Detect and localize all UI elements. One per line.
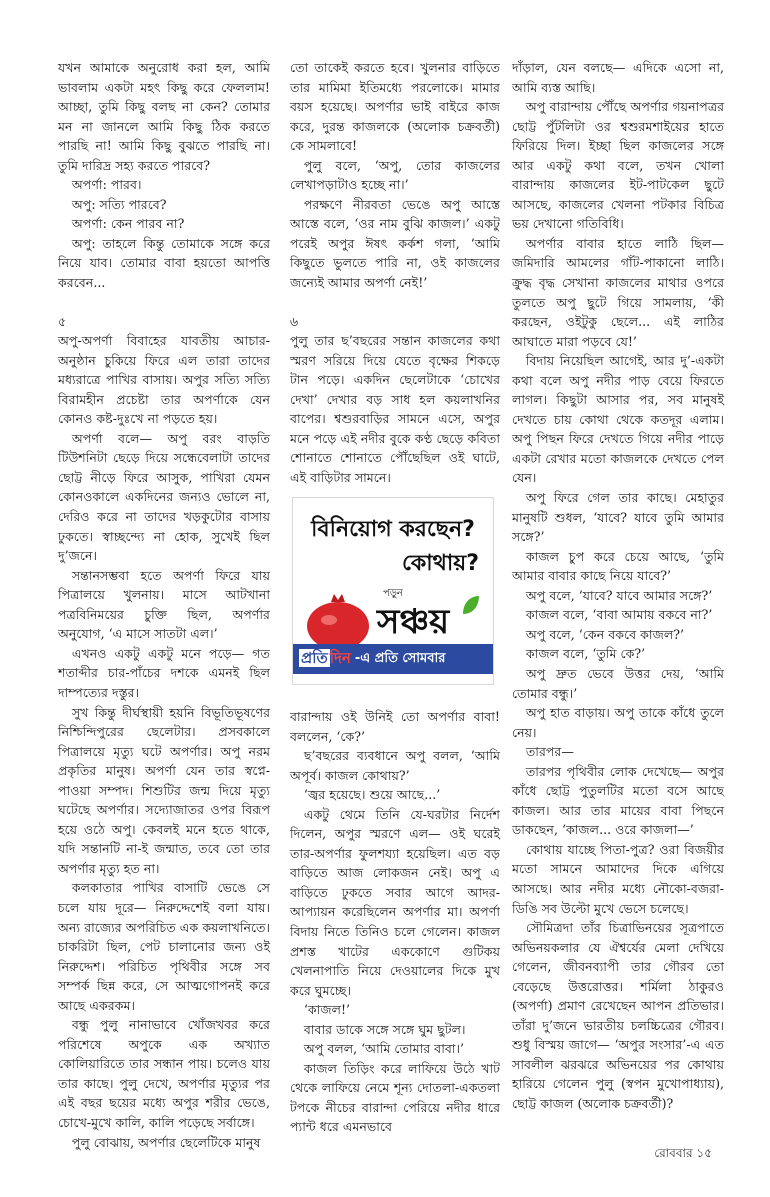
section-number: ৫ [58, 313, 67, 329]
newspaper-logo: প্রতি দিন [301, 648, 351, 667]
paragraph: বারান্দায় ওই উনিই তো অপর্ণার বাবা! বললেন, ‘কে?’ [290, 709, 500, 744]
paragraph: এখনও একটু একটু মনে পড়ে— গত শতাব্দীর চার-পাঁচের দশকে এমনই ছিল দাম্পত্যের দস্তুর। [58, 645, 270, 700]
paragraph: অপু বারান্দায় পৌঁছে অপর্ণার গয়নাপত্রর ছোট্ট পুঁটলিটা ওর শ্বশুরমশাইয়ের হাতে ফিরিয়ে দিল। ইচ্ছা ছিল কাজলের সঙ্গে আর একটু কথা বলে, তখন খোলা বারান্দায় কাজলের ইট-পাটকেল ছুটে আসছে, কাজলের খেলনা পটকার বিচিত্র ভয় দেখানো গতিবিধি। [512, 99, 724, 232]
paragraph: অপর্ণার বাবার হাতে লাঠি ছিল— জমিদারি আমলের গাঁট-পাকানো লাঠি। ক্রুদ্ধ বৃদ্ধ সেখানা কাজলের মাথার ওপরে তুলতে অপু ছুটে গিয়ে সামলায়, ‘কী করছেন, ওইটুকু ছেলে... এই লাঠির আঘাতে মারা পড়বে যে!’ [512, 235, 724, 349]
paragraph: ‘জ্বর হয়েছে। শুয়ে আছে...’ [303, 787, 441, 803]
paragraph: অপর্ণা: পারব। [71, 177, 142, 193]
section-number: ৬ [290, 313, 299, 329]
column-2-lower [290, 707, 500, 1137]
paragraph: তারপর পৃথিবীর লোক দেখেছে— অপুর কাঁধে ছোট্ট পুতুলটির মতো বসে আছে কাজল। আর তার মায়ের বাবা পিছনে ডাকছেন, ‘কাজল... ওরে কাজলা—’ [512, 763, 724, 838]
paragraph: কাজল তিড়িং করে লাফিয়ে উঠে খাট থেকে লাফিয়ে নেমে শূন্য দোতলা-একতলা টপকে নীচের বারান্দা পেরিয়ে নদীর ধারে প্যান্ট ধরে এমনভাবে [290, 1060, 500, 1135]
paragraph: তো তাকেই করতে হবে। খুলনার বাড়িতে তার মামিমা ইতিমধ্যে পরলোকে। মামার বয়স হয়েছে। অপর্ণার ভাই বাইরে কাজ করে, দুরন্ত কাজলকে (অলোক চক্রবর্তী) কে সামলাবে! [290, 60, 500, 154]
ad-read-label: পড়ুন [383, 588, 403, 599]
paragraph: পুলু বোঝায়, অপর্ণার ছেলেটিকে মানুষ [71, 1134, 261, 1150]
paragraph: অপু: তাহলে কিন্তু তোমাকে সঙ্গে করে নিয়ে যাব। তোমার বাবা হয়তো আপত্তি করবেন... [58, 235, 270, 291]
paragraph: সন্তানসম্ভবা হতে অপর্ণা ফিরে যায় পিত্রালয়ে খুলনায়। মাসে আটখানা পত্রবিনিময়ের চুক্তি ছিল, অপর্ণার অনুযোগ, ‘এ মাসে সাতটা এল।’ [58, 567, 270, 642]
paragraph: অপর্ণা বলে— অপু বরং বাড়তি টিউশনিটা ছেড়ে দিয়ে সন্ধেবেলাটা তাদের ছোট্ট নীড়ে ফিরে আসুক, পাখিরা যেমন কোনওকালে একদিনের জন্যও ভোলে না, দেরিও করে না তাদের খড়কুটোর বাসায় ঢুকতে। স্বাচ্ছন্দ্যে না হোক, সুখেই ছিল দু’জনে। [58, 430, 270, 564]
paragraph: পরক্ষণে নীরবতা ভেঙে অপু আস্তে আস্তে বলে, ‘ওর নাম বুঝি কাজল।’ একটু পরেই অপুর ঈষৎ কর্কশ গলা, ‘আমি কিছুতে ভুলতে পারি না, ওই কাজলের জন্যেই আমার অপর্ণা নেই!’ [290, 196, 500, 291]
paragraph: কলকাতার পাখির বাসাটি ভেঙে সে চলে যায় দূরে— নিরুদ্দেশেই বলা যায়। অন্য রাজ্যের অপরিচিত এক কয়লাখনিতে। চাকরিটা ছিল, পেট চালানোর জন্য ওই নিরুদ্দেশ। পরিচিত পৃথিবীর সঙ্গে সব সম্পর্ক ছিন্ন করে, সে আত্মগোপনই করে আছে একরকম। [58, 880, 270, 1013]
paragraph: অপু ফিরে গেল তার কাছে। মেহাতুর মানুষটি শুধল, ‘যাবে? যাবে তুমি আমার সঙ্গে?’ [512, 490, 724, 545]
paragraph: অপু: সত্যি পারবে? [71, 196, 167, 212]
paragraph: ‘কাজল!’ [303, 1002, 351, 1018]
paragraph: অপর্ণা: কেন পারব না? [71, 216, 185, 232]
ad-band [293, 644, 493, 674]
paragraph: পুলু তার ছ’বছরের সন্তান কাজলের কথা স্মরণ সরিয়ে দিয়ে যেতে বৃক্ষের শিকড়ে টান পড়ে। একদিন ছেলেটাকে ‘চোখের দেখা’ দেখার বড় সাধ হল কয়লাখনির বাপের। শ্বশুরবাড়ির সামনে এসে, অপুর মনে পড়ে এই নদীর বুকে কণ্ঠ ছেড়ে কবিতা শোনাতে শোনাতে পৌঁছেছিল ওই ঘাটে, এই বাড়িটার সামনে। [290, 333, 500, 485]
page-footer: রোববার ১৫ [654, 1146, 712, 1160]
paragraph: কোথায় যাচ্ছে পিতা-পুত্র? ওরা বিজয়ীর মতো সামনে আমাদের দিকে এগিয়ে আসছে। আর নদীর মধ্যে নৌকো-বজরা-ডিঙি সব উল্টো মুখে ভেসে চলেছে। [512, 841, 724, 916]
paragraph: বন্ধু পুলু নানাভাবে খোঁজখবর করে পরিশেষে অপুকে এক অখ্যাত কোলিয়ারিতে তার সন্ধান পায়। চলেও যায় তার কাছে। পুলু দেখে, অপর্ণার মৃত্যুর পর এই বছর ছয়ের মধ্যে অপুর শরীর ভেঙে, চোখে-মুখে কালি, কালি পড়েছে সর্বাঙ্গে। [58, 1017, 270, 1130]
paragraph: দাঁড়াল, যেন বলছে— এদিকে এসো না, আমি ব্যস্ত আছি। [512, 60, 724, 95]
ad-headline: বিনিয়োগ করছেন? [311, 517, 475, 542]
paragraph: অপু বলে, ‘কেন বকবে কাজল?’ [525, 626, 684, 642]
paragraph: অপু দ্রুত ভেবে উত্তর দেয়, ‘আমি তোমার বন্ধু।’ [512, 665, 724, 701]
ad-brand-name: সঞ্চয় [377, 602, 450, 642]
paragraph: ছ’বছরের ব্যবধানে অপু বলল, ‘আমি অপূর্ব। কাজল কোথায়?’ [290, 748, 500, 783]
paragraph: একটু থেমে তিনি যে-ঘরটার নির্দেশ দিলেন, অপুর স্মরণে এল— ওই ঘরেই তার-অপর্ণার ফুলশয্যা হয়েছিল। এত বড় বাড়িতে আজ লোকজন নেই। অপু এ বাড়িতে ঢুকতে সবার আগে আদর-আপ্যায়ন করেছিলেন অপর্ণার মা। অপর্ণা বিদায় নিতে তিনিও চলে গেলেন। কাজল প্রশস্ত খাটের এককোণে গুটিকয় খেলনাপাতি নিয়ে দেওয়ালের দিকে মুখ করে ঘুমচ্ছে। [290, 806, 500, 998]
pomegranate-icon [303, 590, 373, 652]
paragraph: বিদায় নিয়েছিল আগেই, আর দু’-একটা কথা বলে অপু নদীর পাড় বেয়ে ফিরতে লাগল। কিছুটা আসার পর, সব মানুষই দেখতে চায় কোথা থেকে কতদূর এলাম। অপু পিছন ফিরে দেখতে গিয়ে নদীর পাড়ে একটা রেখার মতো কাজলকে দেখতে পেল যেন। [512, 353, 724, 486]
paragraph: যখন আমাকে অনুরোধ করা হল, আমি ভাবলাম একটা মহৎ কিছু করে ফেললাম! আচ্ছা, তুমি কিছু বলছ না কেন? তোমার মন না জানলে আমি কিছু ঠিক করতে পারছি না! আমি কিছু বুঝতে পারছি না। তুমি দারিদ্র সহ্য করতে পারবে? [58, 60, 270, 173]
paragraph: সৌমিত্রদা তাঁর চিত্রাভিনয়ের সূত্রপাতে অভিনয়কলার যে ঐশ্বর্যের মেলা দেখিয়ে গেলেন, জীবনব্যাপী তার গৌরব তো বেড়েছে উত্তরোত্তর। শর্মিলা ঠাকুরও (অপর্ণা) প্রমাণ রেখেছেন আপন প্রতিভার। তাঁরা দু’জনে ভারতীয় চলচ্চিত্রের গৌরব। শুধু বিস্ময় জাগে— ‘অপুর সংসার’-এ এত সাবলীল ঝরঝরে অভিনয়ের পর কোথায় হারিয়ে গেলেন পুলু (স্বপন মুখোপাধ্যায়), ছোট্ট কাজল (অলোক চক্রবর্তী)? [512, 920, 724, 1111]
paragraph: অপু বলে, ‘যাবে? যাবে আমার সঙ্গে?’ [525, 587, 713, 603]
paragraph: অপু বলল, ‘আমি তোমার বাবা।’ [303, 1041, 465, 1057]
paragraph: তারপর— [525, 744, 574, 760]
paragraph: পুলু বলে, ‘অপু, তোর কাজলের লেখাপড়াটাও হচ্ছে না।’ [290, 157, 500, 193]
column-1 [58, 58, 270, 1152]
paragraph: সুখ কিন্তু দীর্ঘস্থায়ী হয়নি বিভূতিভূষণের নিশ্চিন্দিপুরের ছেলেটার। প্রসবকালে পিত্রালয়ে মৃত্যু ঘটে অপর্ণার। অপু নরম প্রকৃতির মানুষ। অপর্ণা যেন তার স্বপ্নে-পাওয়া সম্পদ। শিশুটির জন্ম দিয়ে মৃত্যু ঘটেছে অপর্ণার। সদ্যোজাতর ওপর বিরূপ হয়ে ওঠে অপু। কেবলই মনে হতে থাকে, যদি সন্তানটি না-ই জন্মাত, তবে তো তার অপর্ণার মৃত্যু হত না। [58, 704, 270, 876]
advertisement[interactable] [292, 497, 494, 685]
paragraph: বাবার ডাকে সঙ্গে সঙ্গে ঘুম ছুটল। [303, 1021, 466, 1037]
leaf-icon [461, 594, 481, 616]
paragraph: অপু-অপর্ণা বিবাহের যাবতীয় আচার-অনুষ্ঠান চুকিয়ে ফিরে এল তারা তাদের মধ্যরাত্রে পাখির বাসায়। অপুর সত্যি সত্যি বিরামহীন প্রচেষ্টা তার অপর্ণাকে যেন কোনও কষ্ট-দুঃখে না পড়তে হয়। [58, 333, 270, 427]
paragraph: কাজল চুপ করে চেয়ে আছে, ‘তুমি আমার বাবার কাছে নিয়ে যাবে?’ [512, 548, 724, 584]
column-2 [290, 58, 500, 487]
paragraph: অপু হাত বাড়ায়। অপু তাকে কাঁধে তুলে নেয়। [512, 705, 724, 740]
ad-tagline: -এ প্রতি সোমবার [354, 650, 446, 666]
ad-subheadline: কোথায়? [401, 551, 479, 576]
column-3 [512, 58, 724, 1114]
paragraph: কাজল বলে, ‘বাবা আমায় বকবে না?’ [525, 607, 713, 623]
paragraph: কাজল বলে, ‘তুমি কে?’ [525, 646, 646, 662]
